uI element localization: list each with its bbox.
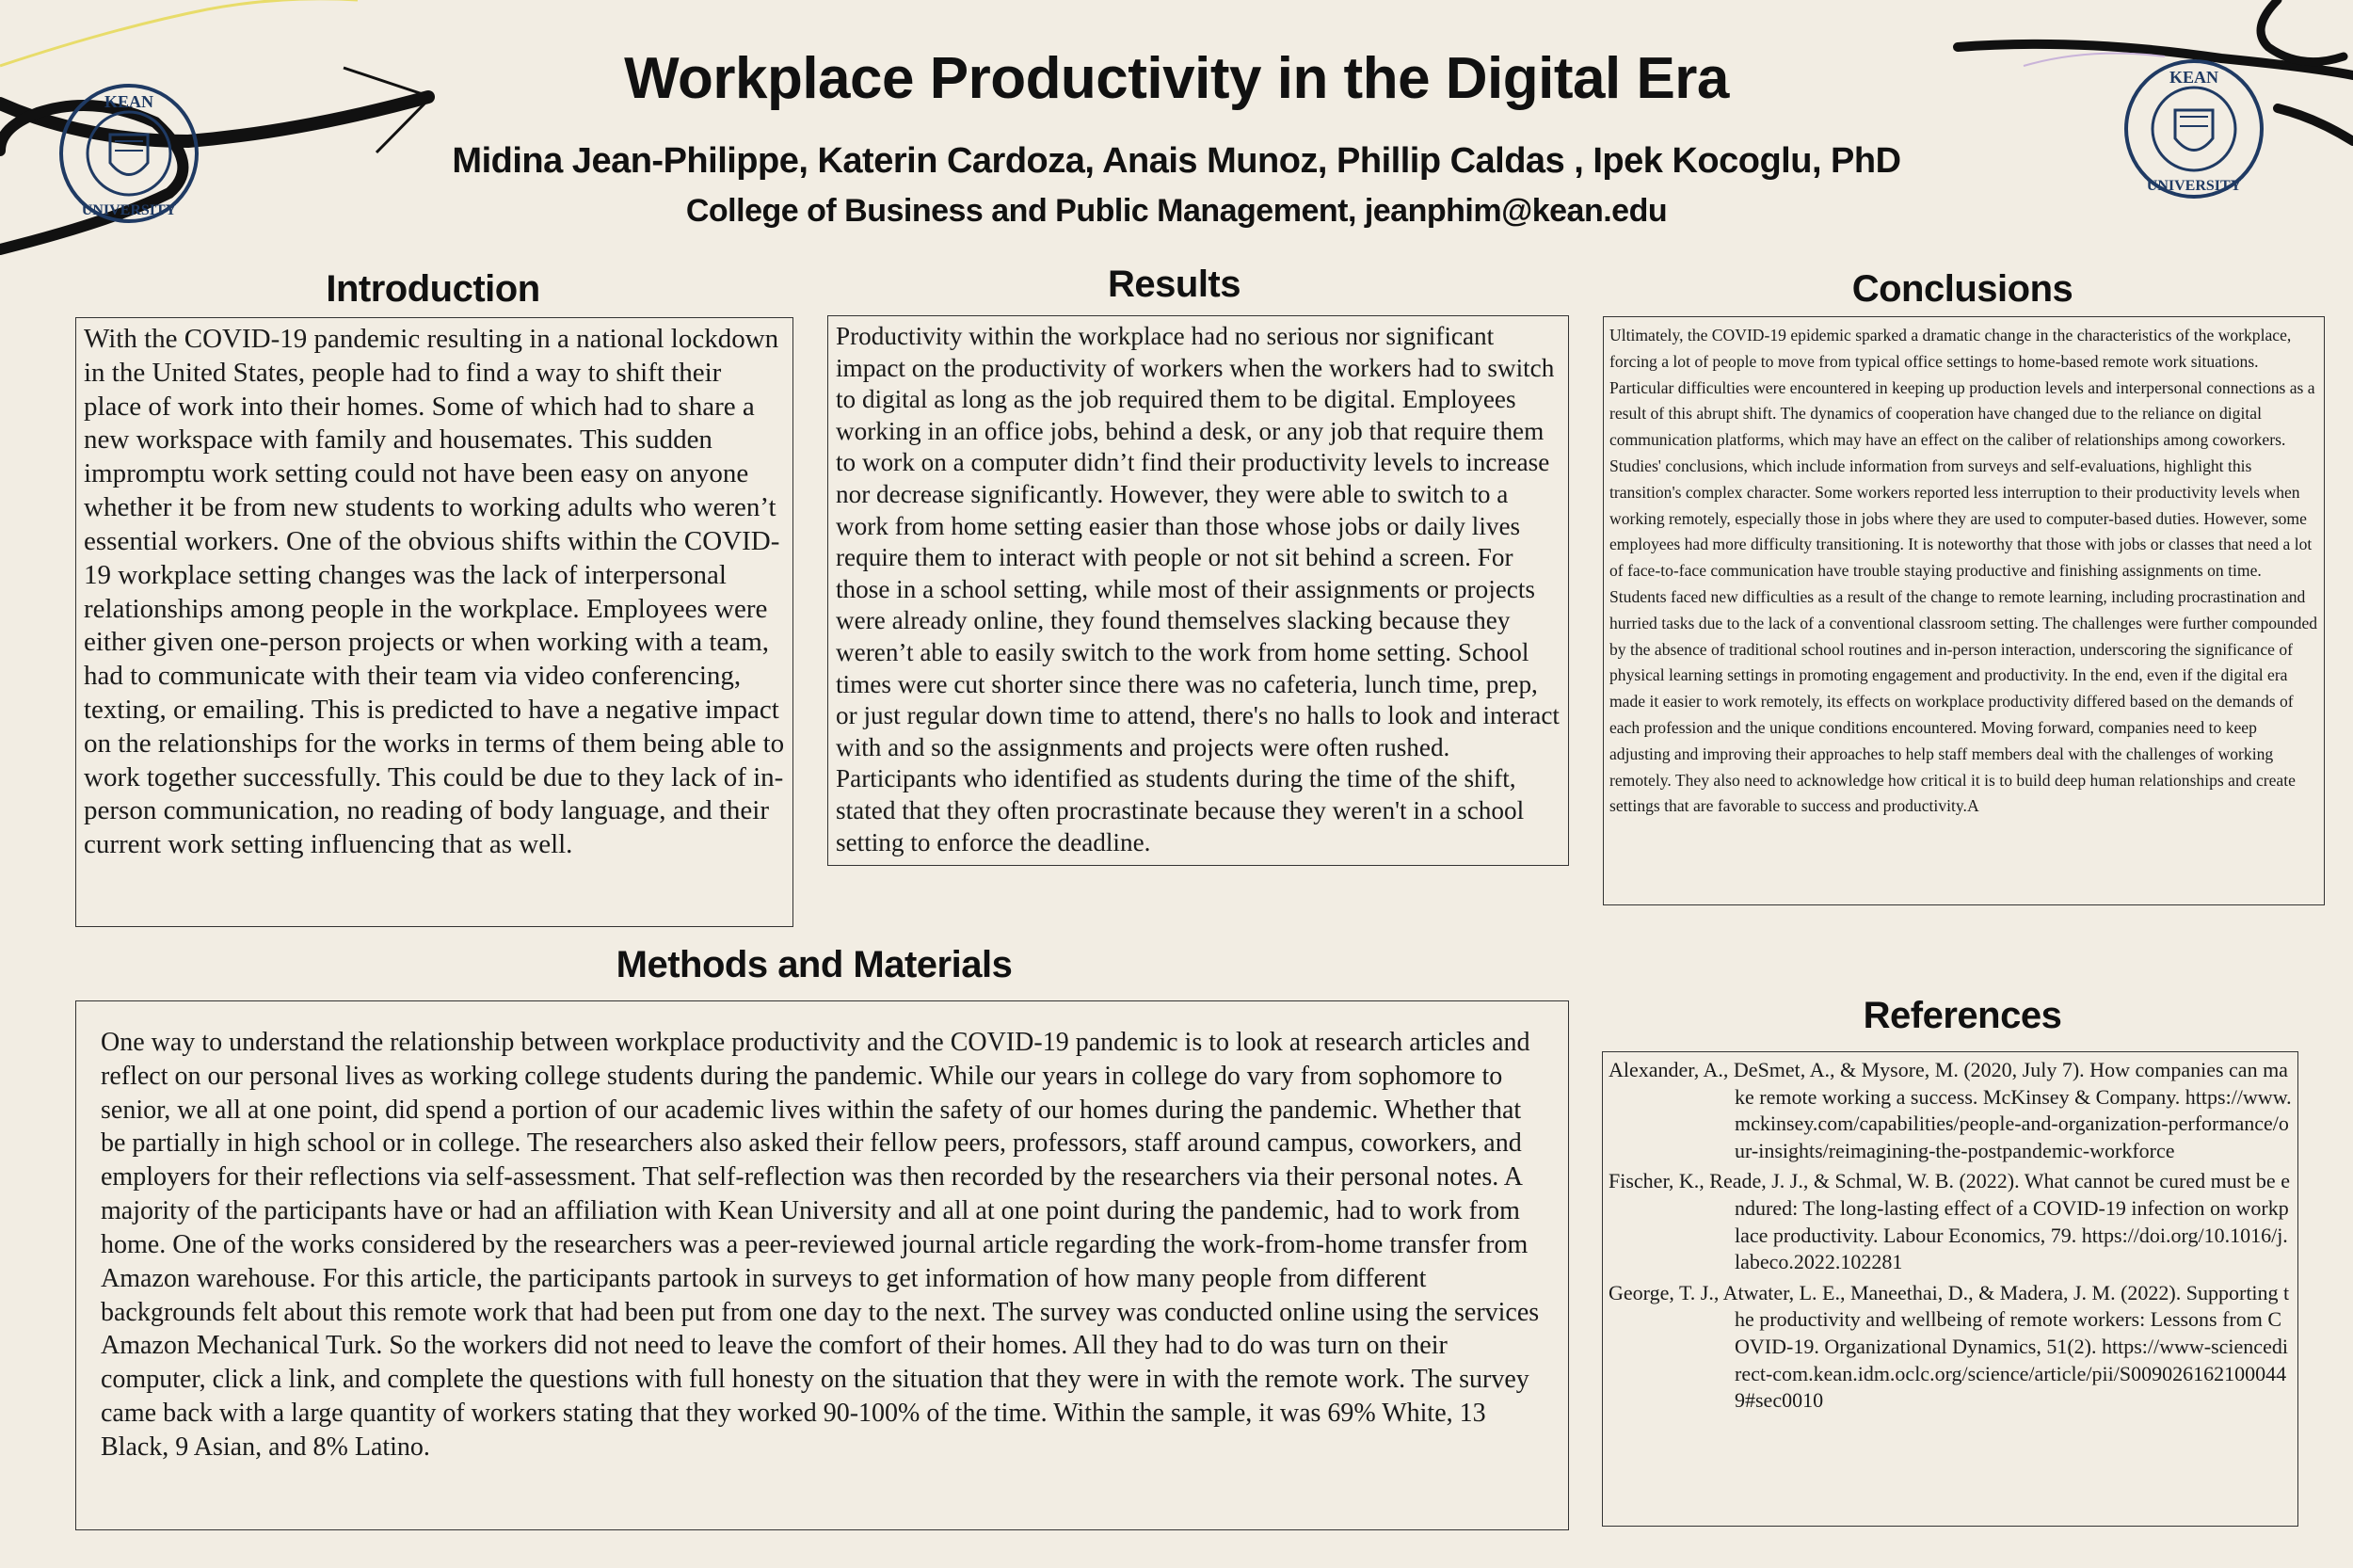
references-heading: References bbox=[1863, 995, 2062, 1036]
references-box bbox=[1602, 1051, 2298, 1527]
methods-heading: Methods and Materials bbox=[616, 944, 1013, 985]
author-list: Midina Jean-Philippe, Katerin Cardoza, Anais Munoz, Phillip Caldas , Ipek Kocoglu, PhD bbox=[452, 141, 1901, 181]
introduction-heading: Introduction bbox=[326, 268, 540, 310]
reference-item: Fischer, K., Reade, J. J., & Schmal, W. B. (2022). What cannot be cured must be endured: The long-lasting effect of a COVID-19 infection on workplace productivity. Labour Economics, 79. https://doi.org/10.1016/j.labeco.2022.102281 bbox=[1609, 1169, 2290, 1274]
results-text: Productivity within the workplace had no serious nor significant impact on the productivity of workers when the workers had to switch to digital as long as the job required them to be digital. Employees working in an office jobs, behind a desk, or any job that require them to work on a computer didn’t find their productivity levels to increase nor decrease significantly. However, they were able to switch to a work from home setting easier than those whose jobs or daily lives require them to interact with people or not sit behind a screen. For those in a school setting, while most of their assignments or projects were already online, they found themselves slacking because they weren’t able to easily switch to the work from home setting. School times were cut shorter since there was no cafeteria, lunch time, prep, or just regular down time to attend, there's no halls to look and interact with and so the assignments and projects were often rushed. Participants who identified as students during the time of the shift, stated that they often procrastinate because they weren't in a school setting to enforce the deadline. bbox=[836, 322, 1560, 856]
reference-item: Alexander, A., DeSmet, A., & Mysore, M. (2020, July 7). How companies can make remote working a success. McKinsey & Company. https://www.mckinsey.com/capabilities/people-and-organization-performance/our-insights/reimagining-the-postpandemic-workforce bbox=[1609, 1058, 2292, 1162]
affiliation: College of Business and Public Management, jeanphim@kean.edu bbox=[685, 193, 1668, 229]
poster-title: Workplace Productivity in the Digital Era bbox=[624, 46, 1729, 111]
svg-text:KEAN: KEAN bbox=[2169, 68, 2219, 87]
svg-text:KEAN: KEAN bbox=[104, 92, 154, 111]
introduction-box bbox=[75, 317, 793, 927]
results-heading: Results bbox=[1108, 264, 1241, 305]
conclusions-box bbox=[1603, 316, 2325, 905]
introduction-text: With the COVID-19 pandemic resulting in a national lockdown in the United States, people had to find a way to shift their place of work into their homes. Some of which had to share a new workspace with family and housemates. This sudden impromptu work setting could not have been easy on anyone whether it be from new students to working adults who weren’t essential workers. One of the obvious shifts within the COVID-19 workplace setting changes was the lack of interpersonal relationships among people in the workplace. Employees were either given one-person projects or when working with a team, had to communicate with their team via video conferencing, texting, or emailing. This is predicted to have a negative impact on the relationships for the works in terms of them being able to work together successfully. This could be due to they lack of in-person communication, no reading of body language, and their current work setting influencing that as well. bbox=[84, 324, 785, 860]
methods-box bbox=[75, 1000, 1569, 1530]
svg-text:UNIVERSITY: UNIVERSITY bbox=[81, 202, 177, 218]
svg-text:UNIVERSITY: UNIVERSITY bbox=[2146, 178, 2242, 194]
results-box bbox=[827, 315, 1569, 866]
methods-text: One way to understand the relationship between workplace productivity and the COVID-19 pandemic is to look at research articles and reflect on our personal lives as working college students during the pandemic. While our years in college do vary from sophomore to senior, we all at one point, did spend a portion of our academic lives within the safety of our homes during the pandemic. Whether that be partially in high school or in college. The researchers also asked their fellow peers, professors, staff around campus, coworkers, and employers for their reflections via self-assessment. That self-reflection was then recorded by the researchers via their personal notes. A majority of the participants have or had an affiliation with Kean University and all at one point during the pandemic, had to work from home. One of the works considered by the researchers was a peer-reviewed journal article regarding the work-from-home transfer from Amazon warehouse. For this article, the participants partook in surveys to get information of how many people from different backgrounds felt about this remote work that had been put from one day to the next. The survey was conducted online using the services Amazon Mechanical Turk. So the workers did not need to leave the comfort of their homes. All they had to do was turn on their computer, click a link, and complete the questions with full honesty on the situation that they were in with the remote work. The survey came back with a large quantity of workers stating that they worked 90-100% of the time. Within the sample, it was 69% White, 13 Black, 9 Asian, and 8% Latino. bbox=[101, 1028, 1540, 1462]
conclusions-heading: Conclusions bbox=[1851, 268, 2073, 310]
reference-item: George, T. J., Atwater, L. E., Maneethai, D., & Madera, J. M. (2022). Supporting the productivity and wellbeing of remote workers: Lessons from COVID-19. Organizational Dynamics, 51(2). https://www-sciencedirect-com.kean.idm.oclc.org/science/article/pii/S0090261621000449#sec0010 bbox=[1609, 1280, 2290, 1413]
conclusions-text: Ultimately, the COVID-19 epidemic sparked a dramatic change in the characteristics of the workplace, forcing a lot of people to move from typical office settings to home-based remote work situations. Particular difficulties were encountered in keeping up production levels and interpersonal connections as a result of this abrupt shift. The dynamics of cooperation have changed due to the reliance on digital communication platforms, which may have an effect on the caliber of relationships among coworkers. Studies' conclusions, which include information from surveys and self-evaluations, highlight this transition's complex character. Some workers reported less interruption to their productivity levels when working remotely, especially those in jobs where they are used to computer-based duties. However, some employees had more difficulty transitioning. It is noteworthy that those with jobs or classes that need a lot of face-to-face communication have trouble staying productive and finishing assignments on time. Students faced new difficulties as a result of the change to remote learning, including procrastination and hurried tasks due to the lack of a conventional classroom setting. The challenges were further compounded by the absence of traditional school routines and in-person interaction, underscoring the significance of physical learning settings in promoting engagement and productivity. In the end, even if the digital era made it easier to work remotely, its effects on workplace productivity differed based on the demands of each profession and the unique conditions encountered. Moving forward, companies need to keep adjusting and improving their approaches to help staff members deal with the challenges of working remotely. They also need to acknowledge how critical it is to build deep human relationships and create settings that are favorable to success and productivity.A bbox=[1609, 326, 2318, 816]
